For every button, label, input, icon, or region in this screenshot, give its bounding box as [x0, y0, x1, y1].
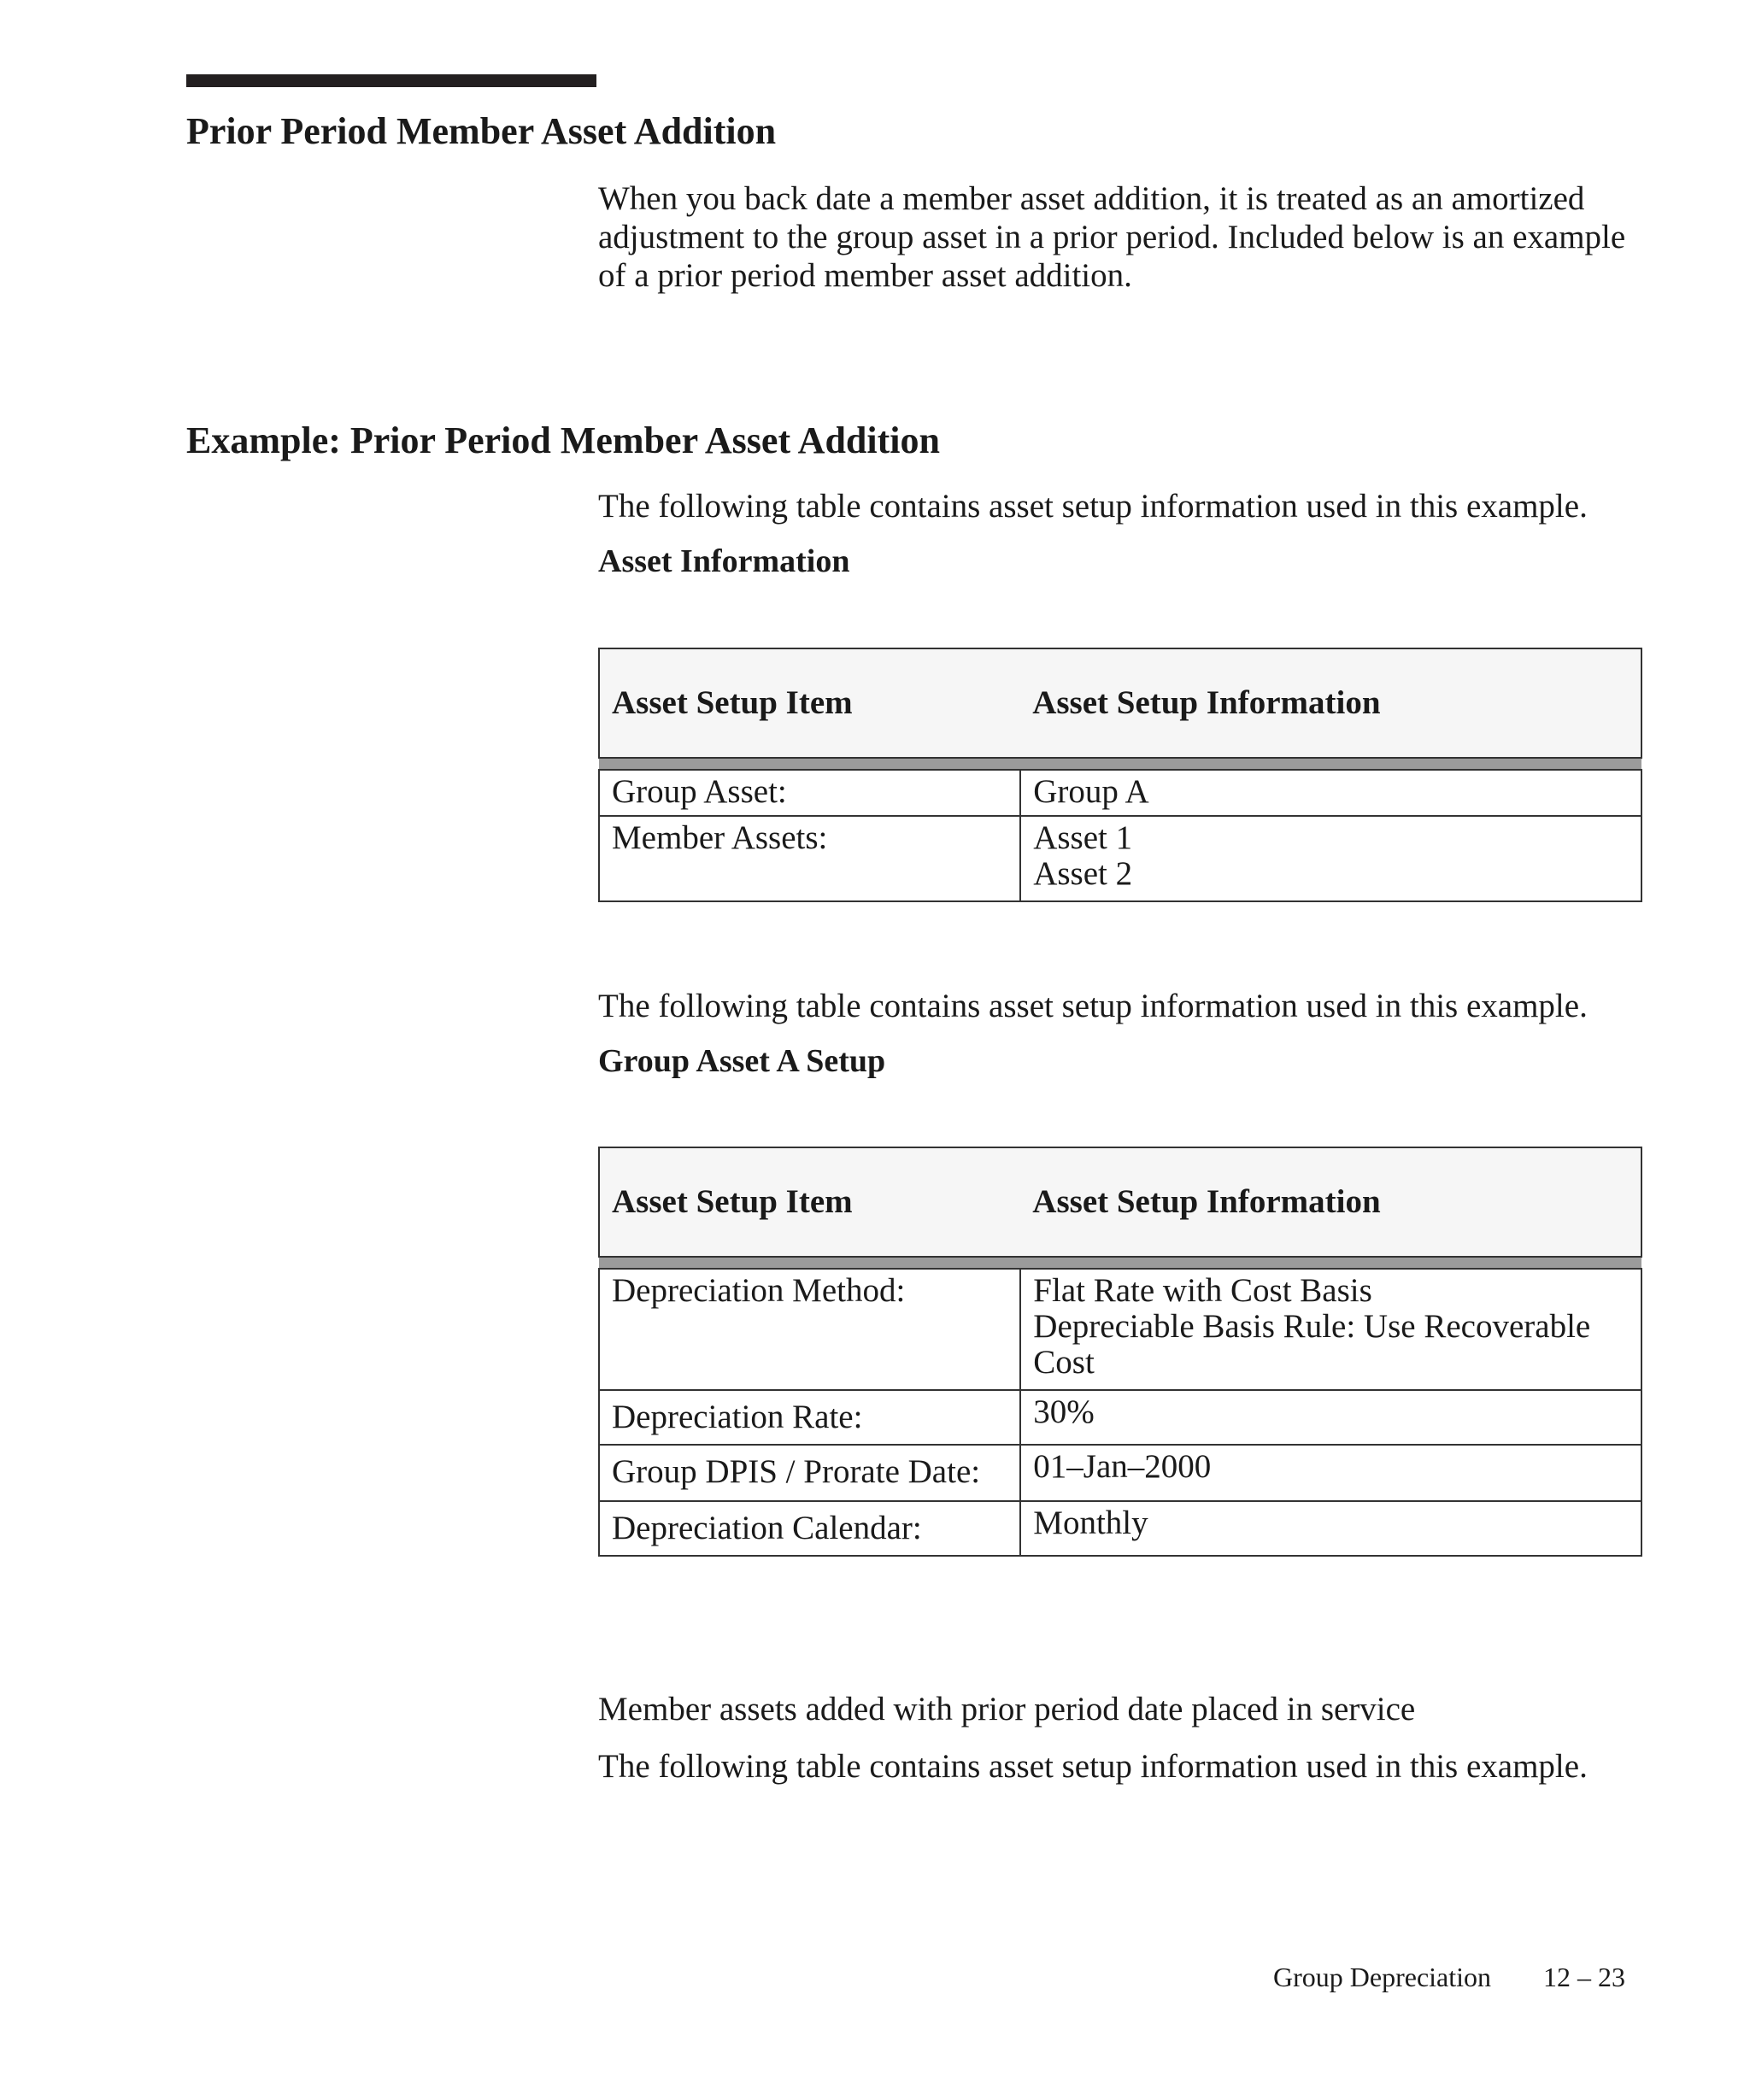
footer-chapter: Group Depreciation	[1273, 1962, 1492, 1992]
example-para-4: The following table contains asset setup information used in this example.	[598, 1748, 1588, 1785]
section-intro-block	[598, 179, 1641, 295]
column-header-item: Asset Setup Item	[599, 1147, 1020, 1257]
row-info	[1020, 1445, 1641, 1501]
row-info-line: 01–Jan–2000	[1033, 1448, 1212, 1485]
example-para-1: The following table contains asset setup information used in this example.	[598, 488, 1588, 525]
table-row	[599, 1501, 1641, 1556]
row-info	[1020, 770, 1641, 816]
table-row	[599, 1269, 1641, 1390]
top-rule	[186, 74, 596, 87]
row-item: Group Asset:	[599, 770, 1020, 816]
table-row	[599, 770, 1641, 816]
table-row	[599, 816, 1641, 901]
header-separator	[599, 1257, 1641, 1269]
section-intro: When you back date a member asset addition, it is treated as an amortized adjustment to the group asset in a prior period. Included below is an example of a prior period member asset addition.	[598, 180, 1626, 294]
group-asset-setup-table	[598, 1147, 1642, 1557]
row-info-line: Asset 2	[1033, 855, 1133, 892]
table1-caption: Asset Information	[598, 543, 850, 579]
row-info	[1020, 1269, 1641, 1390]
table-header-row	[599, 648, 1641, 758]
footer-page-number: 12 – 23	[1543, 1962, 1625, 1992]
row-info-line: Group A	[1033, 773, 1149, 810]
row-item: Depreciation Method:	[599, 1269, 1020, 1390]
row-item: Member Assets:	[599, 816, 1020, 901]
table-row	[599, 1390, 1641, 1445]
row-item: Depreciation Rate:	[599, 1390, 1020, 1445]
closing-block	[598, 1690, 1641, 1786]
row-info-line: Depreciable Basis Rule: Use Recoverable Cost	[1033, 1308, 1591, 1381]
row-info-line: Asset 1	[1033, 819, 1133, 856]
example-para-2: The following table contains asset setup information used in this example.	[598, 988, 1588, 1024]
row-info	[1020, 1390, 1641, 1445]
column-header-info: Asset Setup Information	[1020, 1147, 1641, 1257]
table-row	[599, 1445, 1641, 1501]
column-header-item: Asset Setup Item	[599, 648, 1020, 758]
row-item: Depreciation Calendar:	[599, 1501, 1020, 1556]
row-info-line: 30%	[1033, 1393, 1095, 1430]
row-info-line: Monthly	[1033, 1505, 1148, 1541]
section-title: Prior Period Member Asset Addition	[186, 110, 777, 152]
row-info-line: Flat Rate with Cost Basis	[1033, 1272, 1372, 1309]
asset-information-table	[598, 648, 1642, 902]
example-intro-block	[598, 487, 1641, 581]
row-info	[1020, 1501, 1641, 1556]
row-info	[1020, 816, 1641, 901]
column-header-info: Asset Setup Information	[1020, 648, 1641, 758]
example-para-3: Member assets added with prior period date placed in service	[598, 1691, 1416, 1728]
example-title: Example: Prior Period Member Asset Addition	[186, 419, 940, 461]
table-header-row	[599, 1147, 1641, 1257]
row-item: Group DPIS / Prorate Date:	[599, 1445, 1020, 1501]
group-setup-intro-block	[598, 987, 1641, 1081]
header-separator	[599, 758, 1641, 770]
table2-caption: Group Asset A Setup	[598, 1043, 886, 1079]
